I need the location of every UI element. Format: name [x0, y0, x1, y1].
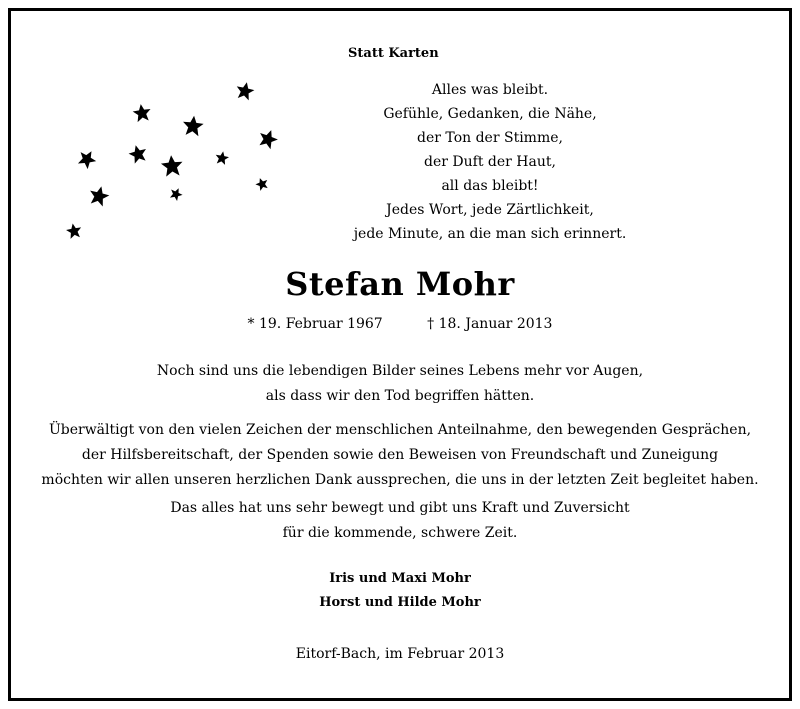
deceased-name: Stefan Mohr [285, 265, 515, 303]
star-icon [256, 127, 280, 151]
poem-line: der Ton der Stimme, [417, 130, 563, 146]
poem-line: Gefühle, Gedanken, die Nähe, [383, 106, 597, 122]
poem-line: Alles was bleibt. [431, 82, 549, 98]
poem-line: all das bleibt! [441, 178, 539, 194]
paragraph-line: der Hilfsbereitschaft, der Spenden sowie den Beweisen von Freundschaft und Zuneigung [81, 447, 719, 463]
signature-line: Iris und Maxi Mohr [329, 571, 471, 586]
poem-line: der Duft der Haut, [424, 154, 556, 170]
death-date: † 18. Januar 2013 [427, 316, 553, 332]
star-icon [182, 115, 205, 137]
paragraph-thanks [40, 418, 760, 493]
star-icon [132, 103, 152, 123]
paragraph-line: möchten wir allen unseren herzlichen Dank aussprechen, die uns in der letzten Zeit begleitet haben. [41, 472, 759, 488]
paragraph-line: Das alles hat uns sehr bewegt und gibt uns Kraft und Zuversicht [170, 500, 630, 516]
paragraph-line: Noch sind uns die lebendigen Bilder seines Lebens mehr vor Augen, [156, 363, 644, 379]
birth-date: * 19. Februar 1967 [247, 316, 383, 332]
paragraph-line: für die kommende, schwere Zeit. [282, 525, 518, 541]
poem [340, 78, 640, 246]
header-text: Statt Karten [348, 46, 439, 61]
poem-line: jede Minute, an die man sich erinnert. [353, 226, 627, 242]
life-dates [0, 316, 800, 332]
poem-line: Jedes Wort, jede Zärtlichkeit, [386, 202, 594, 218]
paragraph-memory [40, 359, 760, 409]
star-icon [87, 184, 111, 207]
star-icon [234, 80, 255, 101]
star-icon [65, 222, 83, 239]
place-date: Eitorf-Bach, im Februar 2013 [295, 646, 505, 662]
signatures [0, 567, 800, 615]
star-icon [160, 154, 183, 177]
star-icon [168, 186, 185, 202]
paragraph-line: Überwältigt von den vielen Zeichen der menschlichen Anteilnahme, den bewegenden Gesprächen, [48, 422, 752, 438]
star-icon [254, 176, 270, 192]
paragraph-line: als dass wir den Tod begriffen hätten. [265, 388, 535, 404]
signature-line: Horst und Hilde Mohr [319, 595, 481, 610]
star-icon [75, 147, 99, 171]
paragraph-closing [40, 496, 760, 546]
star-icon [127, 143, 149, 164]
star-icon [214, 150, 230, 165]
